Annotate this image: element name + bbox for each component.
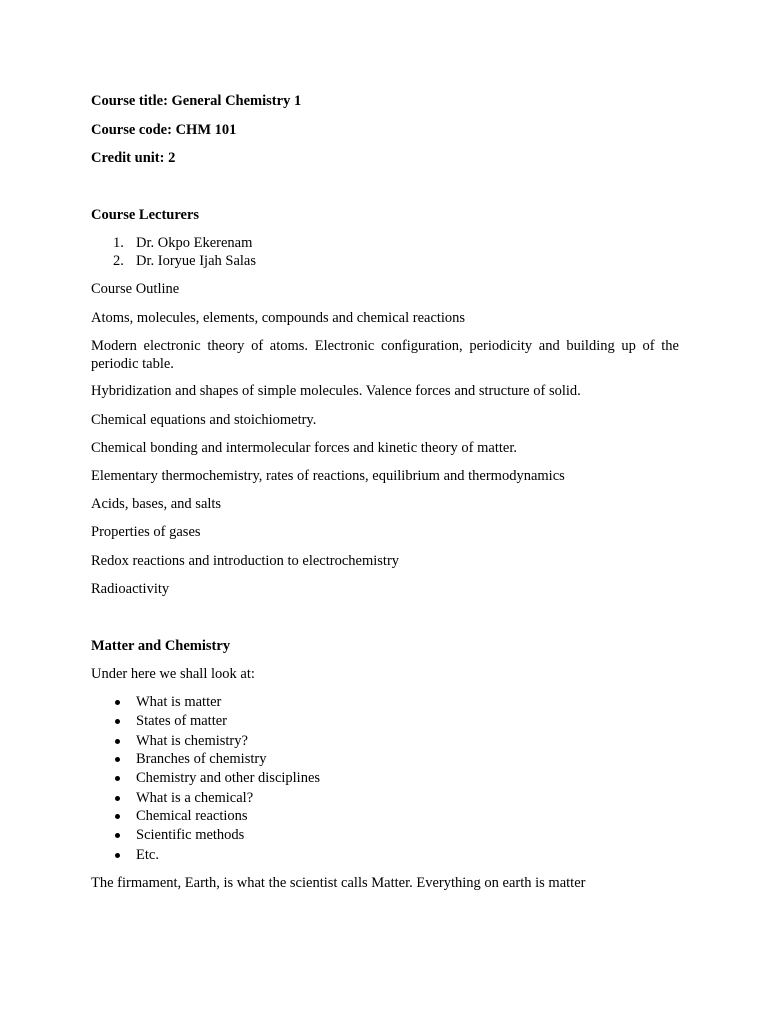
outline-item: Chemical equations and stoichiometry. xyxy=(91,412,317,428)
outline-heading: Course Outline xyxy=(91,281,180,297)
matter-intro: Under here we shall look at: xyxy=(91,666,255,682)
lecturer-number: 1. xyxy=(113,235,124,251)
matter-heading: Matter and Chemistry xyxy=(91,638,231,654)
bullet-icon xyxy=(115,796,120,801)
bullet-icon xyxy=(115,757,120,762)
bullet-text: Scientific methods xyxy=(136,827,245,843)
bullet-text: States of matter xyxy=(136,713,228,729)
matter-closing: The firmament, Earth, is what the scientist calls Matter. Everything on earth is matter xyxy=(91,875,586,891)
bullet-text: Branches of chemistry xyxy=(136,751,267,767)
outline-item: Atoms, molecules, elements, compounds and chemical reactions xyxy=(91,310,466,326)
bullet-text: What is chemistry? xyxy=(136,733,248,749)
bullet-text: What is a chemical? xyxy=(136,790,254,806)
outline-item: Modern electronic theory of atoms. Electronic configuration, periodicity and building up of the periodic table. xyxy=(91,338,679,372)
outline-item: Chemical bonding and intermolecular forces and kinetic theory of matter. xyxy=(91,440,517,456)
bullet-icon xyxy=(115,700,120,705)
bullet-icon xyxy=(115,739,120,744)
bullet-text: Chemistry and other disciplines xyxy=(136,770,321,786)
outline-item: Hybridization and shapes of simple molecules. Valence forces and structure of solid. xyxy=(91,383,581,399)
bullet-icon xyxy=(115,833,120,838)
credit-unit: Credit unit: 2 xyxy=(91,150,176,166)
bullet-icon xyxy=(115,853,120,858)
lecturer-name: Dr. Ioryue Ijah Salas xyxy=(136,253,256,269)
outline-item: Redox reactions and introduction to electrochemistry xyxy=(91,553,400,569)
lecturer-name: Dr. Okpo Ekerenam xyxy=(136,235,253,251)
lecturer-number: 2. xyxy=(113,253,124,269)
bullet-text: What is matter xyxy=(136,694,222,710)
outline-item: Acids, bases, and salts xyxy=(91,496,222,512)
bullet-icon xyxy=(115,719,120,724)
bullet-icon xyxy=(115,776,120,781)
course-code: Course code: CHM 101 xyxy=(91,122,237,138)
outline-item: Properties of gases xyxy=(91,524,201,540)
outline-item: Radioactivity xyxy=(91,581,170,597)
lecturers-heading: Course Lecturers xyxy=(91,207,200,223)
course-title: Course title: General Chemistry 1 xyxy=(91,93,302,109)
bullet-text: Chemical reactions xyxy=(136,808,248,824)
bullet-icon xyxy=(115,814,120,819)
outline-item: Elementary thermochemistry, rates of reactions, equilibrium and thermodynamics xyxy=(91,468,565,484)
bullet-text: Etc. xyxy=(136,847,159,863)
